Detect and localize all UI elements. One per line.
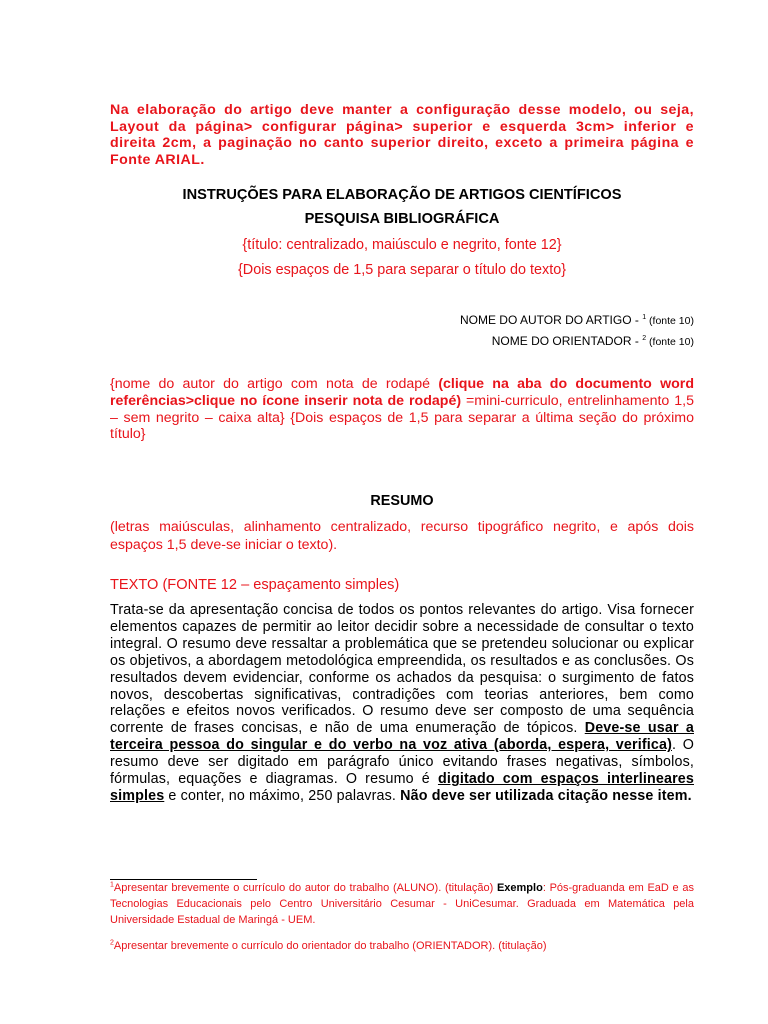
author-footnote-ref: 1 [642, 314, 647, 321]
formatting-instructions: Na elaboração do artigo deve manter a configuração desse modelo, ou seja, Layout da página> configurar página> superior e esquerda 3cm> inferior e direita 2cm, a paginação no canto superior direito, exceto a primeira página e Fonte ARIAL. [110, 102, 694, 168]
footnote-1 [110, 880, 694, 928]
resumo-body-part1: Trata-se da apresentação concisa de todos os pontos relevantes do artigo. Visa fornecer elementos capazes de permitir ao leitor decidir sobre a necessidade de consultar o texto integral. O resumo deve ressaltar a problemática que se pretendeu solucionar ou explicar os objetivos, a abordagem metodológica empreendida, os resultados e as conclusões. Os resultados devem evidenciar, conforme os achados da pesquisa: o surgimento de fatos novos, descobertas significativas, contradições com teorias anteriores, bem como relações e efeitos novos verificados. O resumo deve ser composto de uma sequência corrente de frases concisas, e não de uma enumeração de tópicos. [110, 602, 694, 737]
resumo-body-emphasis2: digitado com espaços interlineares simples [110, 771, 694, 804]
author-footnote-instructions [110, 376, 694, 443]
footnote-1-example-label: Exemplo [496, 882, 543, 894]
author-note-part1: {nome do autor do artigo com nota de rodapé [110, 376, 439, 392]
footnote-1-marker: 1 [110, 881, 114, 889]
article-subtitle: PESQUISA BIBLIOGRÁFICA [304, 211, 500, 227]
author-font-note: (fonte 10) [646, 315, 694, 327]
footnote-2-text: Apresentar brevemente o currículo do orientador do trabalho (ORIENTADOR). (titulação) [113, 940, 547, 952]
author-note-bold: (clique na aba do documento word referências>clique no ícone inserir nota de rodapé) [110, 376, 694, 409]
advisor-name-line [110, 334, 694, 348]
footnote-2 [110, 938, 694, 954]
article-title: INSTRUÇÕES PARA ELABORAÇÃO DE ARTIGOS CIENTÍFICOS [182, 187, 622, 203]
resumo-body-part2: . O resumo deve ser digitado em parágrafo único evitando frases negativas, símbolos, fórmulas, equações e diagramas. O resumo é [110, 737, 695, 788]
text-format-label: TEXTO (FONTE 12 – espaçamento simples) [110, 577, 400, 593]
footnote-1-example-text: : Pós-graduanda em EaD e as Tecnologias Educacionais pelo Centro Universitário Cesumar - UniCesumar. Graduada em Matemática pela Universidade Estadual de Maringá - UEM. [110, 882, 694, 926]
resumo-body-emphasis1: Deve-se usar a terceira pessoa do singular e do verbo na voz ativa (aborda, espera, verifica) [110, 720, 694, 754]
author-note-part3: =mini-curriculo, entrelinhamento 1,5 – sem negrito – caixa alta} {Dois espaços de 1,5 para separar a última seção do próximo título} [110, 392, 694, 443]
advisor-font-note: (fonte 10) [646, 336, 694, 348]
title-spacing-note: {Dois espaços de 1,5 para separar o título do texto} [238, 262, 566, 278]
author-label: NOME DO AUTOR DO ARTIGO - [459, 313, 643, 327]
author-name-line [110, 313, 694, 327]
footnote-1-text: Apresentar brevemente o currículo do autor do trabalho (ALUNO). (titulação) [113, 882, 497, 894]
title-format-note: {título: centralizado, maiúsculo e negrito, fonte 12} [242, 237, 562, 253]
advisor-footnote-ref: 2 [642, 335, 647, 342]
resumo-instructions: (letras maiúsculas, alinhamento centralizado, recurso tipográfico negrito, e após dois espaços 1,5 deve-se iniciar o texto). [110, 519, 694, 553]
resumo-body [110, 602, 694, 805]
advisor-label: NOME DO ORIENTADOR - [491, 334, 643, 348]
resumo-heading: RESUMO [370, 493, 434, 509]
footnote-2-marker: 2 [110, 939, 114, 947]
resumo-body-emphasis3: Não deve ser utilizada citação nesse item. [400, 787, 692, 804]
resumo-body-part3: e conter, no máximo, 250 palavras. [164, 787, 401, 804]
